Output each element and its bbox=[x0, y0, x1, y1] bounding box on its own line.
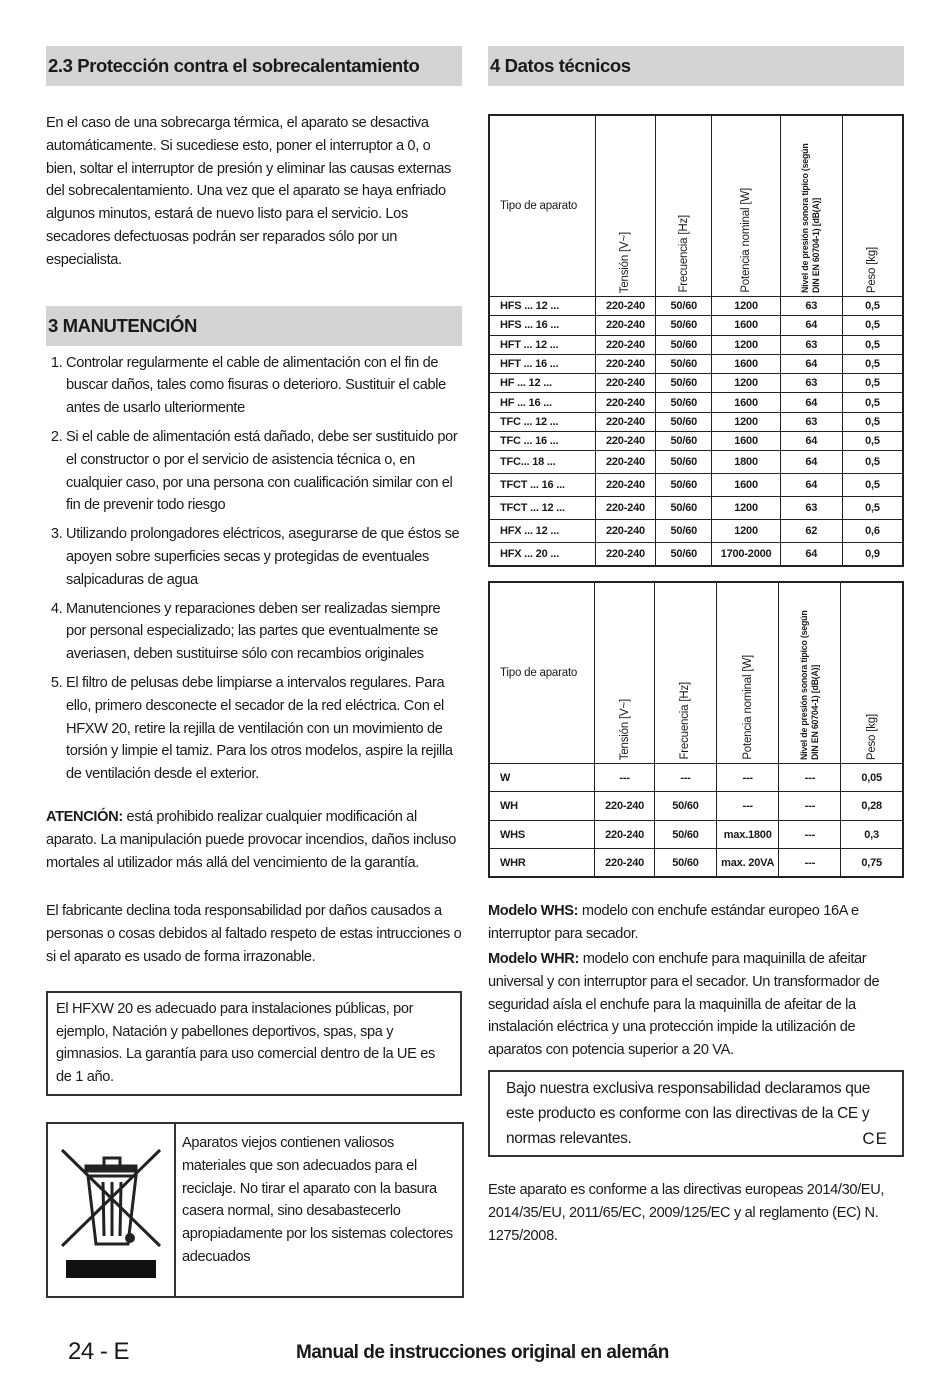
table-cell: max.1800 bbox=[716, 820, 779, 849]
table-row bbox=[489, 451, 903, 474]
disclaimer-text: El fabricante declina toda responsabilidad por daños causados a personas o cosas debidos al faltado respeto de estas intrucciones o si el aparato es usado de forma irrazonable. bbox=[46, 903, 462, 965]
table-cell: 1600 bbox=[712, 393, 780, 412]
table-cell: 1200 bbox=[712, 297, 780, 316]
table-cell: 220-240 bbox=[595, 520, 655, 543]
table-cell: 0,28 bbox=[841, 792, 903, 821]
cell-model: TFC... 18 ... bbox=[489, 451, 595, 474]
table-cell: 0,5 bbox=[842, 412, 903, 431]
overheat-text: En el caso de una sobrecarga térmica, el aparato se desactiva automáticamente. Si sucediese esto, poner el interruptor a 0, o bien, soltar el interruptor de presión y eliminar las causas externas del sobrecalentamiento. Una vez que el aparato se haya enfriado algunos minutos, estará de nuevo listo para el servicio. Los secadores defectuosas podrán ser reparados sólo por un especialista. bbox=[46, 115, 451, 268]
table-cell: 220-240 bbox=[595, 316, 655, 335]
table-cell: 220-240 bbox=[595, 497, 655, 520]
table-row bbox=[489, 497, 903, 520]
table-cell: 1600 bbox=[712, 474, 780, 497]
table-cell: 62 bbox=[780, 520, 842, 543]
table-cell: 50/60 bbox=[656, 451, 712, 474]
table-cell: 0,5 bbox=[842, 497, 903, 520]
table-cell: 63 bbox=[780, 335, 842, 354]
tech-table-main bbox=[488, 114, 904, 567]
header-type: Tipo de aparato bbox=[489, 115, 595, 297]
cell-model: HFX ... 20 ... bbox=[489, 543, 595, 566]
table-row bbox=[489, 432, 903, 451]
table-cell: 220-240 bbox=[595, 849, 655, 878]
header-type: Tipo de aparato bbox=[489, 582, 595, 764]
table-cell: 50/60 bbox=[656, 412, 712, 431]
table-cell: 63 bbox=[780, 497, 842, 520]
table-cell: --- bbox=[716, 792, 779, 821]
table-cell: 63 bbox=[780, 297, 842, 316]
table-cell: 64 bbox=[780, 316, 842, 335]
table-cell: 1700-2000 bbox=[712, 543, 780, 566]
table-row bbox=[489, 474, 903, 497]
whs-paragraph bbox=[488, 900, 904, 946]
table-cell: 50/60 bbox=[656, 316, 712, 335]
table-cell: 0,3 bbox=[841, 820, 903, 849]
cell-model: WHS bbox=[489, 820, 595, 849]
table-cell: 1800 bbox=[712, 451, 780, 474]
table-cell: 220-240 bbox=[595, 432, 655, 451]
table-cell: 64 bbox=[780, 393, 842, 412]
conformity-text: Este aparato es conforme a las directivas europeas 2014/30/EU, 2014/35/EU, 2011/65/EC, 2009/125/EC y al reglamento (EC) N. 1275/2008. bbox=[488, 1181, 885, 1244]
table-row bbox=[489, 792, 903, 821]
cell-model: HFS ... 12 ... bbox=[489, 297, 595, 316]
table-cell: 50/60 bbox=[656, 393, 712, 412]
maintenance-item: 1. Controlar regularmente el cable de alimentación con el fin de buscar daños, tales como fisuras o deterioro. Sustituir el cable antes de usarlo ulteriormente bbox=[66, 352, 462, 420]
table-cell: 50/60 bbox=[656, 354, 712, 373]
hfxw-info-box: El HFXW 20 es adecuado para instalaciones públicas, por ejemplo, Natación y pabellones deportivos, spas, spa y gimnasios. La garantía para uso comercial dentro de la UE es de 1 año. bbox=[46, 991, 462, 1096]
table-cell: 0,5 bbox=[842, 297, 903, 316]
table-cell: 220-240 bbox=[595, 354, 655, 373]
whr-paragraph bbox=[488, 948, 904, 1062]
table-cell: 0,75 bbox=[841, 849, 903, 878]
table-cell: 0,5 bbox=[842, 432, 903, 451]
recycling-text: Aparatos viejos contienen valiosos materiales que son adecuados para el reciclaje. No tirar el aparato con la basura casera normal, sino desabastecerlo apropiadamente por los sistemas colectores adecuados bbox=[182, 1135, 453, 1265]
cell-model: W bbox=[489, 763, 595, 792]
table-cell: 50/60 bbox=[656, 374, 712, 393]
table-cell: 0,5 bbox=[842, 374, 903, 393]
table-cell: 1200 bbox=[712, 412, 780, 431]
header-frequency: Frecuencia [Hz] bbox=[679, 682, 692, 760]
ce-declaration-text: Bajo nuestra exclusiva responsabilidad declaramos que este producto es conforme con las directivas de la CE y normas relevantes. bbox=[506, 1079, 871, 1147]
table-cell: 1600 bbox=[712, 432, 780, 451]
table-cell: 0,5 bbox=[842, 451, 903, 474]
cell-model: HF ... 16 ... bbox=[489, 393, 595, 412]
table-cell: 0,9 bbox=[842, 543, 903, 566]
header-frequency: Frecuencia [Hz] bbox=[677, 215, 690, 293]
table-cell: --- bbox=[716, 763, 779, 792]
table-cell: 50/60 bbox=[656, 297, 712, 316]
table-cell: --- bbox=[779, 849, 841, 878]
page-number: 24 - E bbox=[68, 1338, 130, 1365]
whr-text: modelo con enchufe para maquinilla de afeitar universal y con interruptor para el secador. Un transformador de seguridad aísla el enchufe para la maquinilla de afeitar de la instalación eléctrica y una protección impide la utilización de aparatos con potencia superior a 20 VA. bbox=[488, 950, 880, 1059]
maintenance-item: 5. El filtro de pelusas debe limpiarse a intervalos regulares. Para ello, primero desconecte el secador de la red eléctrica. Con el HFXW 20, retire la rejilla de ventilación con un movimiento de torsión y limpie el tamiz. Para los otros modelos, aspire la rejilla de ventilación desde el exterior. bbox=[66, 672, 462, 786]
section-title-overheat: 2.3 Protección contra el sobrecalentamiento bbox=[46, 46, 462, 86]
cell-model: WH bbox=[489, 792, 595, 821]
table-cell: 220-240 bbox=[595, 412, 655, 431]
header-noise: Nivel de presión sonora típico (según DIN EN 60704-1) [dB(A)] bbox=[798, 610, 820, 760]
tech-table-accessories-body bbox=[489, 763, 903, 877]
ce-declaration-box bbox=[488, 1070, 904, 1157]
cell-model: TFC ... 16 ... bbox=[489, 432, 595, 451]
left-column bbox=[46, 46, 462, 1096]
header-power: Potencia nominal [W] bbox=[740, 188, 753, 293]
table-cell: 220-240 bbox=[595, 543, 655, 566]
table-cell: 64 bbox=[780, 474, 842, 497]
weee-icon-cell bbox=[48, 1124, 176, 1296]
whs-label: Modelo WHS: bbox=[488, 903, 579, 920]
table-row bbox=[489, 354, 903, 373]
tech-table-main-body bbox=[489, 297, 903, 566]
table-cell: 220-240 bbox=[595, 297, 655, 316]
table-cell: 50/60 bbox=[656, 474, 712, 497]
table-cell: 50/60 bbox=[656, 432, 712, 451]
table-cell: 1200 bbox=[712, 497, 780, 520]
table-cell: --- bbox=[779, 820, 841, 849]
table-cell: 0,5 bbox=[842, 393, 903, 412]
whr-label: Modelo WHR: bbox=[488, 950, 579, 967]
header-noise: Nivel de presión sonora típico (según DIN EN 60704-1) [dB(A)] bbox=[800, 143, 822, 293]
table-cell: --- bbox=[655, 763, 717, 792]
header-voltage: Tensión [V~] bbox=[619, 231, 632, 293]
whs-text: modelo con enchufe estándar europeo 16A e interruptor para secador. bbox=[488, 903, 859, 943]
maintenance-item: 2. Si el cable de alimentación está dañado, debe ser sustituido por el constructor o por el servicio de asistencia técnica o, en cualquier caso, por una persona con cualificación similar con el fin de prevenir todo riesgo bbox=[66, 426, 462, 517]
table-cell: 0,5 bbox=[842, 316, 903, 335]
table-cell: 0,05 bbox=[841, 763, 903, 792]
table-cell: 220-240 bbox=[595, 335, 655, 354]
cell-model: TFC ... 12 ... bbox=[489, 412, 595, 431]
table-cell: 1200 bbox=[712, 520, 780, 543]
table-cell: 220-240 bbox=[595, 393, 655, 412]
table-row bbox=[489, 374, 903, 393]
table-cell: 50/60 bbox=[656, 497, 712, 520]
table-cell: 50/60 bbox=[656, 543, 712, 566]
table-cell: 64 bbox=[780, 543, 842, 566]
cell-model: TFCT ... 12 ... bbox=[489, 497, 595, 520]
table-cell: 220-240 bbox=[595, 374, 655, 393]
cell-model: HFT ... 16 ... bbox=[489, 354, 595, 373]
table-cell: 50/60 bbox=[655, 792, 717, 821]
table-cell: 1600 bbox=[712, 354, 780, 373]
table-cell: 64 bbox=[780, 432, 842, 451]
table-row bbox=[489, 393, 903, 412]
tech-table-accessories bbox=[488, 581, 904, 879]
cell-model: HFT ... 12 ... bbox=[489, 335, 595, 354]
table-row bbox=[489, 520, 903, 543]
maintenance-list bbox=[46, 352, 462, 786]
table-cell: 1200 bbox=[712, 335, 780, 354]
maintenance-item: 3. Utilizando prolongadores eléctricos, asegurarse de que éstos se apoyen sobre superficies secas y protegidas de eventuales salpicaduras de agua bbox=[66, 523, 462, 591]
table-cell: 50/60 bbox=[656, 335, 712, 354]
cell-model: WHR bbox=[489, 849, 595, 878]
table-cell: 220-240 bbox=[595, 792, 655, 821]
table-cell: 1600 bbox=[712, 316, 780, 335]
table-cell: max. 20VA bbox=[716, 849, 779, 878]
table-cell: 220-240 bbox=[595, 451, 655, 474]
table-cell: 50/60 bbox=[655, 849, 717, 878]
cell-model: TFCT ... 16 ... bbox=[489, 474, 595, 497]
ce-mark: CE bbox=[862, 1128, 888, 1148]
table-row bbox=[489, 412, 903, 431]
header-weight: Peso [kg] bbox=[865, 713, 878, 760]
table-row bbox=[489, 763, 903, 792]
table-cell: 50/60 bbox=[656, 520, 712, 543]
table-row bbox=[489, 543, 903, 566]
cell-model: HFS ... 16 ... bbox=[489, 316, 595, 335]
table-cell: --- bbox=[779, 792, 841, 821]
table-cell: 64 bbox=[780, 451, 842, 474]
table-cell: 64 bbox=[780, 354, 842, 373]
table-cell: 220-240 bbox=[595, 820, 655, 849]
table-row bbox=[489, 297, 903, 316]
table-cell: 220-240 bbox=[595, 474, 655, 497]
table-cell: 0,5 bbox=[842, 474, 903, 497]
header-voltage: Tensión [V~] bbox=[618, 698, 631, 760]
table-cell: 0,5 bbox=[842, 335, 903, 354]
table-cell: 63 bbox=[780, 412, 842, 431]
cell-model: HFX ... 12 ... bbox=[489, 520, 595, 543]
cell-model: HF ... 12 ... bbox=[489, 374, 595, 393]
recycling-notice bbox=[46, 1122, 464, 1298]
attention-label: ATENCIÓN: bbox=[46, 808, 123, 825]
footer-title: Manual de instrucciones original en alemán bbox=[296, 1342, 669, 1363]
header-weight: Peso [kg] bbox=[866, 246, 879, 293]
table-cell: --- bbox=[779, 763, 841, 792]
weee-bin-icon bbox=[48, 1124, 174, 1296]
table-cell: --- bbox=[595, 763, 655, 792]
table-cell: 0,6 bbox=[842, 520, 903, 543]
table-row bbox=[489, 849, 903, 878]
table-cell: 63 bbox=[780, 374, 842, 393]
table-row bbox=[489, 316, 903, 335]
table-cell: 1200 bbox=[712, 374, 780, 393]
table-row bbox=[489, 335, 903, 354]
table-cell: 50/60 bbox=[655, 820, 717, 849]
attention-text: está prohibido realizar cualquier modificación al aparato. La manipulación puede provocar incendios, daños incluso mortales al utilizador más allá del vencimiento de la garantía. bbox=[46, 808, 457, 871]
section-title-tech-data: 4 Datos técnicos bbox=[488, 46, 904, 86]
table-cell: 0,5 bbox=[842, 354, 903, 373]
right-column bbox=[488, 46, 904, 1247]
header-power: Potencia nominal [W] bbox=[741, 655, 754, 760]
table-row bbox=[489, 820, 903, 849]
maintenance-item: 4. Manutenciones y reparaciones deben ser realizadas siempre por personal especializado; las partes que eventualmente se averiasen, deben sustituirse sólo con recambios originales bbox=[66, 598, 462, 666]
section-title-maintenance: 3 MANUTENCIÓN bbox=[46, 306, 462, 346]
attention-paragraph bbox=[46, 806, 462, 874]
